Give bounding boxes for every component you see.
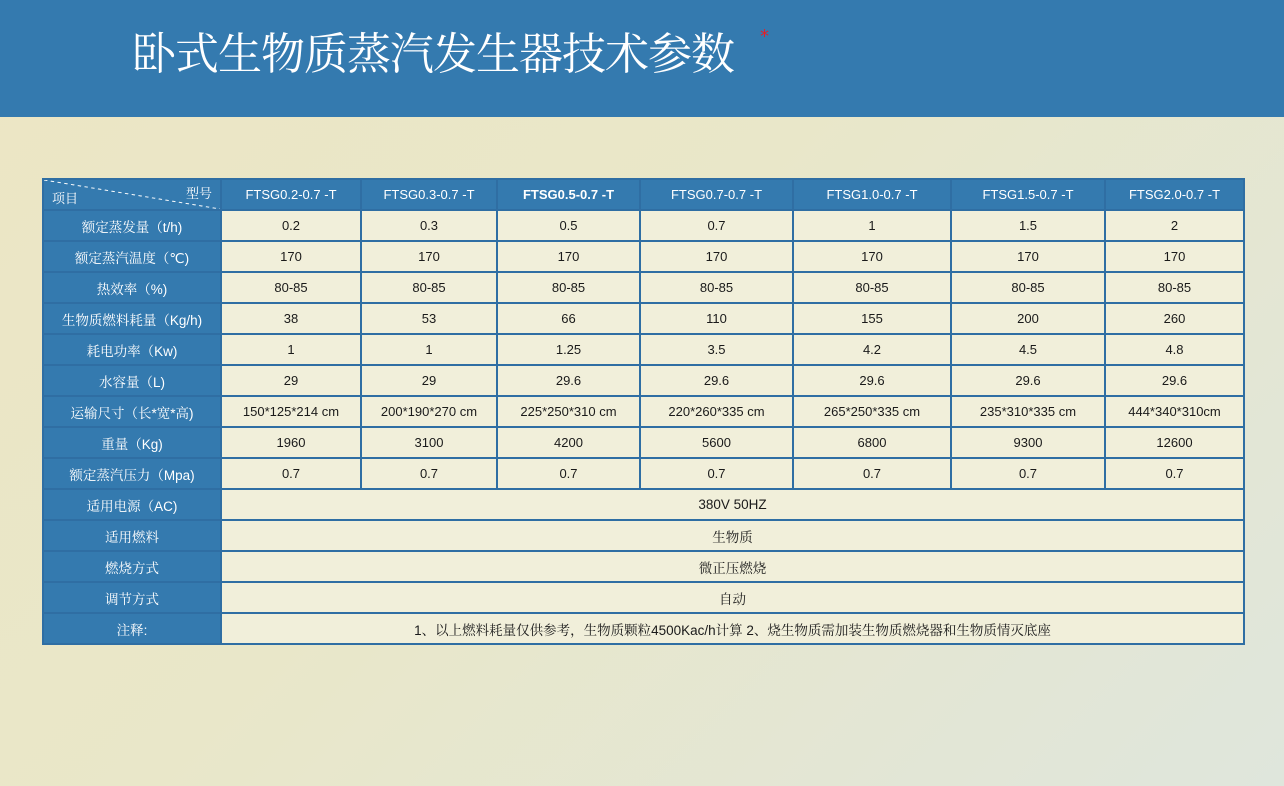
corner-cell [43, 179, 221, 210]
star-mark: * [760, 26, 769, 47]
row-label: 额定蒸汽温度（℃) [43, 241, 221, 272]
table-cell: 29.6 [793, 365, 951, 396]
model-header: FTSG1.5-0.7 -T [951, 179, 1105, 210]
table-cell: 0.7 [1105, 458, 1244, 489]
table-cell: 4.5 [951, 334, 1105, 365]
merged-cell: 微正压燃烧 [221, 551, 1244, 582]
table-cell: 80-85 [361, 272, 497, 303]
table-cell: 80-85 [497, 272, 640, 303]
table-row [43, 334, 1244, 365]
table-row [43, 427, 1244, 458]
table-cell: 220*260*335 cm [640, 396, 793, 427]
table-row [43, 520, 1244, 551]
table-cell: 4200 [497, 427, 640, 458]
table-cell: 170 [361, 241, 497, 272]
table-row [43, 396, 1244, 427]
table-cell: 0.7 [793, 458, 951, 489]
table-cell: 0.7 [361, 458, 497, 489]
table-cell: 1 [221, 334, 361, 365]
spec-table-body [43, 210, 1244, 644]
merged-cell: 自动 [221, 582, 1244, 613]
table-cell: 444*340*310cm [1105, 396, 1244, 427]
table-cell: 12600 [1105, 427, 1244, 458]
table-row [43, 551, 1244, 582]
table-cell: 4.8 [1105, 334, 1244, 365]
row-label: 适用燃料 [43, 520, 221, 551]
row-label: 注释: [43, 613, 221, 644]
table-cell: 110 [640, 303, 793, 334]
table-cell: 170 [951, 241, 1105, 272]
model-header: FTSG2.0-0.7 -T [1105, 179, 1244, 210]
table-cell: 80-85 [1105, 272, 1244, 303]
row-label: 运输尺寸（长*宽*高) [43, 396, 221, 427]
merged-cell: 生物质 [221, 520, 1244, 551]
table-cell: 0.3 [361, 210, 497, 241]
page-title: 卧式生物质蒸汽发生器技术参数 [132, 29, 734, 80]
table-cell: 0.7 [497, 458, 640, 489]
table-cell: 38 [221, 303, 361, 334]
table-row [43, 303, 1244, 334]
table-cell: 260 [1105, 303, 1244, 334]
table-cell: 265*250*335 cm [793, 396, 951, 427]
spec-table [42, 178, 1245, 645]
title-banner [0, 0, 1284, 117]
table-cell: 225*250*310 cm [497, 396, 640, 427]
table-cell: 0.7 [221, 458, 361, 489]
row-label: 重量（Kg) [43, 427, 221, 458]
table-row [43, 613, 1244, 644]
table-cell: 1 [361, 334, 497, 365]
table-cell: 200*190*270 cm [361, 396, 497, 427]
model-header: FTSG0.3-0.7 -T [361, 179, 497, 210]
table-cell: 0.5 [497, 210, 640, 241]
table-cell: 29 [221, 365, 361, 396]
table-cell: 0.2 [221, 210, 361, 241]
table-cell: 29.6 [497, 365, 640, 396]
model-header: FTSG0.2-0.7 -T [221, 179, 361, 210]
table-row [43, 582, 1244, 613]
table-cell: 155 [793, 303, 951, 334]
table-cell: 80-85 [221, 272, 361, 303]
table-cell: 3.5 [640, 334, 793, 365]
row-label: 水容量（L) [43, 365, 221, 396]
table-cell: 29 [361, 365, 497, 396]
row-label: 热效率（%) [43, 272, 221, 303]
table-cell: 200 [951, 303, 1105, 334]
table-cell: 80-85 [640, 272, 793, 303]
row-label: 生物质燃料耗量（Kg/h) [43, 303, 221, 334]
row-label: 额定蒸汽压力（Mpa) [43, 458, 221, 489]
table-cell: 1960 [221, 427, 361, 458]
table-cell: 80-85 [793, 272, 951, 303]
table-cell: 170 [640, 241, 793, 272]
table-cell: 170 [221, 241, 361, 272]
merged-cell: 1、以上燃料耗量仅供参考，生物质颗粒4500Kac/h计算 2、烧生物质需加装生物质燃烧器和生物质情灭底座 [221, 613, 1244, 644]
table-cell: 3100 [361, 427, 497, 458]
table-row [43, 458, 1244, 489]
model-header: FTSG0.7-0.7 -T [640, 179, 793, 210]
table-cell: 80-85 [951, 272, 1105, 303]
table-cell: 170 [793, 241, 951, 272]
table-row [43, 210, 1244, 241]
table-cell: 6800 [793, 427, 951, 458]
table-cell: 53 [361, 303, 497, 334]
table-cell: 170 [1105, 241, 1244, 272]
table-cell: 170 [497, 241, 640, 272]
table-cell: 1.5 [951, 210, 1105, 241]
table-row [43, 272, 1244, 303]
corner-item-label: 项目 [52, 191, 79, 206]
table-cell: 1.25 [497, 334, 640, 365]
table-cell: 29.6 [1105, 365, 1244, 396]
table-cell: 5600 [640, 427, 793, 458]
table-cell: 29.6 [640, 365, 793, 396]
corner-model-label: 型号 [185, 186, 212, 201]
model-header: FTSG0.5-0.7 -T [497, 179, 640, 210]
model-header: FTSG1.0-0.7 -T [793, 179, 951, 210]
table-row [43, 241, 1244, 272]
table-cell: 4.2 [793, 334, 951, 365]
table-cell: 0.7 [640, 458, 793, 489]
table-cell: 66 [497, 303, 640, 334]
row-label: 耗电功率（Kw) [43, 334, 221, 365]
merged-cell: 380V 50HZ [221, 489, 1244, 520]
table-cell: 150*125*214 cm [221, 396, 361, 427]
table-cell: 0.7 [640, 210, 793, 241]
table-cell: 235*310*335 cm [951, 396, 1105, 427]
header-row [43, 179, 1244, 210]
row-label: 燃烧方式 [43, 551, 221, 582]
row-label: 额定蒸发量（t/h) [43, 210, 221, 241]
table-cell: 29.6 [951, 365, 1105, 396]
table-cell: 0.7 [951, 458, 1105, 489]
row-label: 适用电源（AC) [43, 489, 221, 520]
table-cell: 2 [1105, 210, 1244, 241]
table-cell: 1 [793, 210, 951, 241]
table-cell: 9300 [951, 427, 1105, 458]
table-row [43, 489, 1244, 520]
row-label: 调节方式 [43, 582, 221, 613]
table-row [43, 365, 1244, 396]
